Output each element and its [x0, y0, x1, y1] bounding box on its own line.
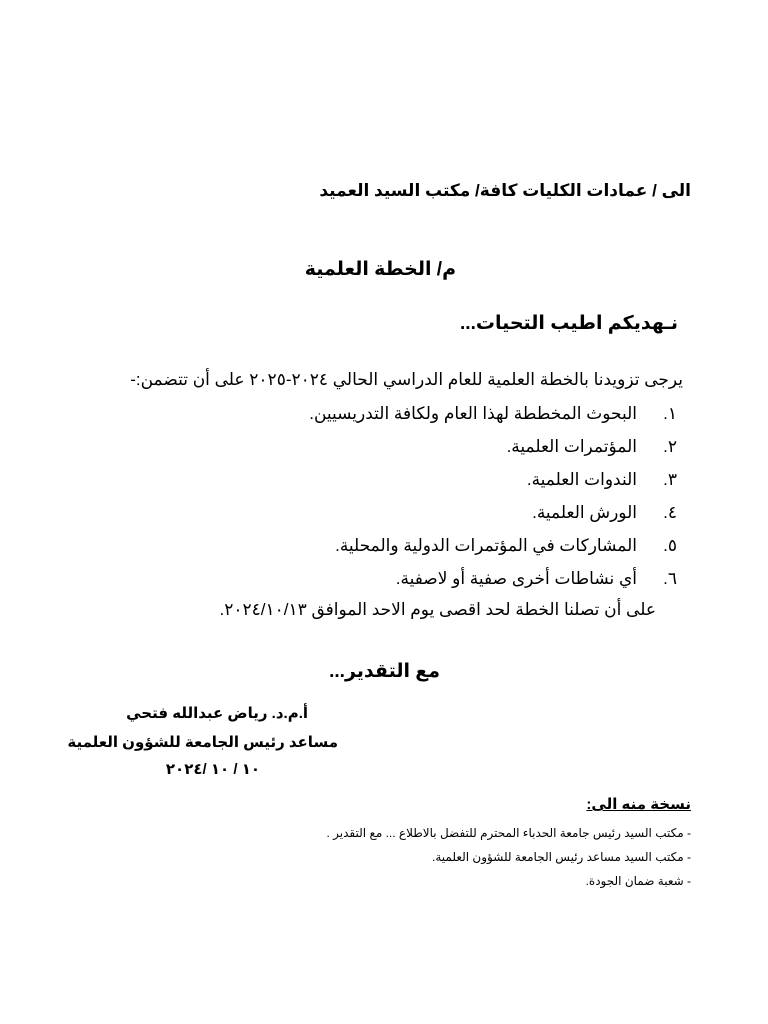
copy-recipient: - شعبة ضمان الجودة. [585, 874, 691, 888]
list-item-text: أي نشاطات أخرى صفية أو لاصفية. [395, 569, 637, 588]
copies-heading: نسخة منه الى: [586, 796, 691, 813]
list-item [309, 404, 683, 437]
list-item-number: ٢. [663, 437, 677, 456]
list-item-number: ٦. [663, 569, 677, 588]
list-item-text: الندوات العلمية. [526, 470, 637, 489]
intro-paragraph: يرجى تزويدنا بالخطة العلمية للعام الدراسي الحالي ٢٠٢٤-٢٠٢٥ على أن تتضمن:- [130, 370, 683, 389]
list-item-text: الورش العلمية. [532, 503, 637, 522]
subject-line: م/ الخطة العلمية [304, 259, 456, 280]
list-item [309, 536, 683, 569]
copy-recipient: - مكتب السيد مساعد رئيس الجامعة للشؤون العلمية. [432, 850, 691, 864]
signatory-title: مساعد رئيس الجامعة للشؤون العلمية [67, 734, 338, 751]
list-item-number: ٥. [663, 536, 677, 555]
requirements-list [309, 404, 683, 602]
signature-date: ١٠ / ١٠ /٢٠٢٤ [165, 761, 260, 778]
list-item [309, 503, 683, 536]
list-item [309, 437, 683, 470]
list-item [309, 569, 683, 602]
list-item-text: المؤتمرات العلمية. [506, 437, 637, 456]
list-item-text: المشاركات في المؤتمرات الدولية والمحلية. [335, 536, 637, 555]
list-item-number: ١. [663, 404, 677, 423]
list-item [309, 470, 683, 503]
signatory-name: أ.م.د. رياض عبدالله فتحي [126, 705, 308, 722]
recipient-line: الى / عمادات الكليات كافة/ مكتب السيد العميد [319, 181, 691, 200]
list-item-text: البحوث المخططة لهذا العام ولكافة التدريسيين. [309, 404, 637, 423]
list-item-number: ٤. [663, 503, 677, 522]
copy-recipient: - مكتب السيد رئيس جامعة الحدباء المحترم للتفضل بالاطلاع ... مع التقدير . [326, 826, 691, 840]
list-item-number: ٣. [663, 470, 677, 489]
greeting-line: نـهديكم اطيب التحيات... [460, 313, 678, 334]
deadline-note: على أن تصلنا الخطة لحد اقصى يوم الاحد الموافق ٢٠٢٤/١٠/١٣. [219, 600, 656, 619]
regards-line: مع التقدير... [329, 661, 440, 682]
